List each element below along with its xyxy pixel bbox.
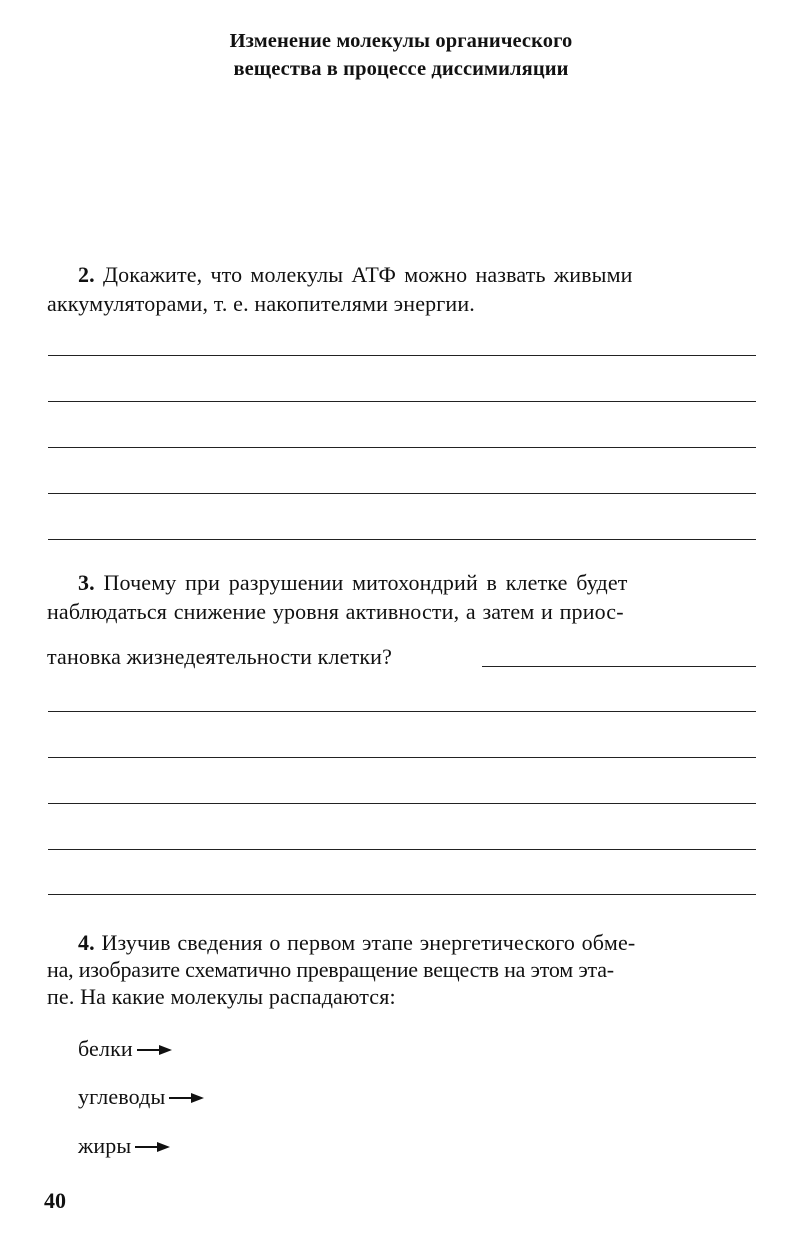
list-item-label: белки bbox=[78, 1036, 133, 1061]
page-title-line-1: Изменение молекулы органического bbox=[229, 30, 573, 52]
question-2-text-1: Докажите, что молекулы АТФ можно назвать живыми bbox=[102, 262, 633, 287]
question-3-number: 3. bbox=[78, 570, 95, 595]
question-4-line-2: на, изобразите схематично превращение веществ на этом эта- bbox=[47, 957, 614, 982]
right-arrow-icon bbox=[169, 1091, 205, 1105]
answer-line-q2-3[interactable] bbox=[48, 447, 756, 448]
question-4-line-3: пе. На какие молекулы распадаются: bbox=[47, 984, 396, 1009]
answer-line-q3-4[interactable] bbox=[48, 849, 756, 850]
question-4-text-1: Изучив сведения о первом этапе энергетического обме- bbox=[101, 930, 636, 955]
list-item-label: углеводы bbox=[78, 1084, 166, 1109]
answer-line-q3-1[interactable] bbox=[48, 711, 756, 712]
answer-line-q2-1[interactable] bbox=[48, 355, 756, 356]
list-item-fats bbox=[78, 1133, 171, 1159]
question-3-line-1 bbox=[78, 570, 628, 596]
list-item-carbohydrates bbox=[78, 1084, 205, 1110]
question-4-line-1 bbox=[78, 930, 635, 956]
list-item-label: жиры bbox=[78, 1133, 132, 1158]
question-2-number: 2. bbox=[78, 262, 95, 287]
right-arrow-icon bbox=[137, 1043, 173, 1057]
answer-line-q2-5[interactable] bbox=[48, 539, 756, 540]
answer-line-q2-2[interactable] bbox=[48, 401, 756, 402]
page-number: 40 bbox=[44, 1188, 66, 1213]
question-3-line-2: наблюдаться снижение уровня активности, а затем и приос- bbox=[47, 599, 624, 624]
list-item-proteins bbox=[78, 1036, 173, 1062]
question-3-line-3: тановка жизнедеятельности клетки? bbox=[47, 644, 393, 669]
question-4-number: 4. bbox=[78, 930, 95, 955]
answer-line-q3-3[interactable] bbox=[48, 803, 756, 804]
answer-line-q3-5[interactable] bbox=[48, 894, 756, 895]
right-arrow-icon bbox=[135, 1140, 171, 1154]
page-title-line-2: вещества в процессе диссимиляции bbox=[233, 58, 569, 80]
answer-line-q2-4[interactable] bbox=[48, 493, 756, 494]
question-2-line-1 bbox=[78, 262, 633, 288]
question-2-line-2: аккумуляторами, т. е. накопителями энергии. bbox=[47, 291, 475, 316]
answer-line-q3-inline[interactable] bbox=[482, 666, 756, 667]
question-3-text-1: Почему при разрушении митохондрий в клетке будет bbox=[103, 570, 628, 595]
answer-line-q3-2[interactable] bbox=[48, 757, 756, 758]
